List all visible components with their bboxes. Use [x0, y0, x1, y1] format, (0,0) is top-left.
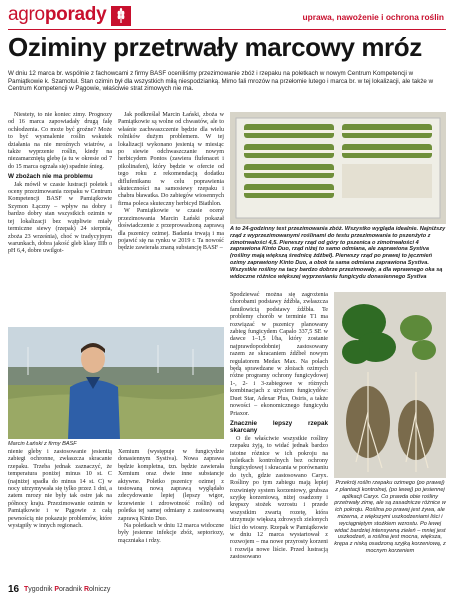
paragraph: nienie gleby i zastosowanie jesieniią zabiegi ochronne, zwłaszcza skracanie rzepaku. Trzeba jednak zaznaczyć, że temperatura poniżej minus 10 st. C (najniżej spadła do minus 14 st. C) w nocy utrzymywała się tylko przez 1 dni, a zatem mrozy nie były tak ostre jak na północy kraju. Przezimowanie ozimin w Pamiątkowie i w Pągowie z całą pewnością nie pokazuje problemów, które wystąpiły w innych regionach. [8, 449, 112, 530]
page-number: 16 [8, 584, 20, 595]
paragraph: Jak podkreślał Marcin Łański, zboża w Pamiątkowie są wolne od chwastów, ale to właśnie zachwaszczenie będzie dla wielu rolników dużym problemem. W tej lokalizacji wykonano jesienią w miesiąc po siewie odchwaszczanie nowym herbicydem Pontos (zawiera flufenacet i pikolinafen), który będzie w ofercie od tego roku z rekomendacją dodatku diflufenikanu w celu poprawienia skuteczności na samosiewy rzepaku i chabra bławatka. Do zabiegów wiosennych firma poleca skuteczny herbicyd Biathlon. [118, 112, 224, 207]
column-2 [118, 112, 224, 253]
tray-photo [230, 112, 446, 224]
column-1-bottom [8, 449, 112, 530]
person-photo [8, 327, 224, 439]
section-label: uprawa, nawożenie i ochrona roślin [302, 12, 444, 22]
brand-logo: agroporady [8, 4, 107, 25]
subheading: Znacznie lepszy rzepak skarcany [230, 419, 328, 435]
paragraph: W Pamiątkowie w czasie oceny przezimowania Marcin Łański pokazał doświadczenie z przeprowadzoną zaprawą dla pszenicy ozimej. Badania trwają i ma pojawić się na rynku w 2019 r. Ta nowość będzie zawierała znaną substancję BASF – [118, 208, 224, 252]
subheading: W zbożach nie ma problemu [8, 173, 93, 181]
paragraph: O ile właściwie wszystkie rośliny rzepaku żyją, to widać jednak bardzo istotne różnice w ich pokroju na poletkach kontrolnych bez ochrony fungicydowej i skracania w porównaniu do tych, gdzie zastosowano Caryx. Rośliny po tym zabiegu mają lepiej rozwinięty system korzeniowy, grubsza szyjkę korzeniową, niżej osadzony i krępszy stożek wzrostu i przede wszystkim zwartą rozetę, która utrzymuje większą zdrowych zielonych liści do wiosny. Rzepak w Pamiątkowie w dniu 12 marca wystartował z rozwojem – ma nowe przyrosty korzeni i rozwija nowe liście. Przed lustracją zastosowano [230, 435, 328, 561]
article-title: Oziminy przetrwały marcowy mróz [8, 32, 422, 62]
rapeseed-caption: Przekrój roślin rzepaku ozimego (po prawej) z plantacji kontrolnej, (po lewej) po jesiennej aplikacji Caryx. Co prawda obie rośliny przetrwały zimę, ale są zasadnicze różnice w ich pokroju. Roślina po prawej jest żywa, ale mizerna, z większymi uszkodzeniami liści i wyciągniętym stożkiem wzrostu. Po lewej widać bardziej intensywną zieleń – mniej jest uszkodzeń, a roślina jest mocna, większa, krępa z niską osadzoną szyjką korzeniową, z mocnym korzeniem [334, 480, 446, 554]
rapeseed-photo [334, 292, 446, 478]
wheat-icon [111, 6, 131, 26]
paragraph: Niestety, to nie koniec zimy. Prognozy od 16 marca zapowiadały drugą falę ochłodzenia. Co może być groźne? Może to być wysmalenie roślin wskutek działania na nie mroźnych wiatrów, a także wyprzenie roślin, kiedy na niezamarzniętą glebę (a tu w okresie od 7 do 15 marca ogrzała się) spadnie śnieg. [8, 112, 112, 170]
header-rule [8, 29, 446, 30]
article-lead: W dniu 12 marca br. wspólnie z fachowcami z firmy BASF oceniliśmy przezimowanie zbóż i rzepaku na poletkach w nowym Centrum Kompetencji w Pamiątkowie k. Szamotuł. Stan ozimin był dla wszystkich miłą niespodzianką. Mimo fali mrozów na przełomie lutego i marca br. w tej lokalizacji, ale także w Centrum Kompetencji w Pągowie, właściwie strat zimowych nie ma. [8, 70, 434, 93]
paragraph: Spodziewać można się zagrożenia chorobami podstawy źdźbła, zwłaszcza famiłowicią podstawy źdźbła. Te problemy chorób w terminie T1 ma rozwiązać w pszenicy planowany zabieg fungicydem Capalo 337,5 SE w dawce 1–1,5 l/ha, który zostanie najprawdopodobniej zastosowany razem ze skracaniem źdźbeł nowym regulatorem Medax Max. Na polach będą sprawdzane w złożach ozimych różne programy ochrony fungicydowej 1-, 2- i 3-zabiegowe w różnych kombinacjach z użyciem fungicydów: Duet Star, Adexar Plus, Osiris, a także nowości – ekonomicznego fungicydu Priaxor. [230, 292, 328, 417]
paragraph: Jak mówił w czasie lustracji poletek i oceny przezimowania rzepaku w Centrum Kompetencji BASF w Pamiątkowie Szymon Łączny – wpływ na dobry i bardzo dobry stan wszystkich ozimin w tej lokalizacji bez wątpliwie miały termiczne siewy (rzepak) 24 sierpnia, zboża 23 września), choć w tradycyjnym warunkach, dobra jakość gleb klasy IIIb o pH 6,4, dobre uwilgot- [8, 181, 112, 255]
column-3 [230, 292, 328, 562]
paragraph: Xemium (występuje w fungicydzie donasiennym Systiva). Nowa zaprawa będzie kompletna, tzn. będzie zawierała Xemium oraz dwie inne substancje aktywne. Poletko pszenicy ozimej z testowaną nową zaprawą wyglądało zdecydowanie lepiej (lepszy wigor, krzewienie i zdrowotność roślin) od poletka tej samej odmiany z zastosowaną zaprawą Kinto Duo. [118, 449, 224, 522]
column-1 [8, 112, 112, 256]
publication-name: Tygodnik Poradnik Rolniczy [24, 586, 111, 593]
tray-caption: A to 24-godzinny test przezimowania zbóż. Wszystko wygląda idealnie. Najniższy rząd z wyprzezimowanymi roślinami do testu przezimowania to pszenżyto z zimotrwałości 4,5. Pierwszy rząd od góry to pszenica o zimotrwałości 4 zaprawiona Kinto Duo, rząd niżej to samo odmiana, ale zaprawiona Systiva (rośliny mają większą średnicę źdźbeł). Pierwszy rząd po prawej to jęczmień ozimy zaprawiony Kinto Duo, a obok ta sama odmiana zaprawiona Systiva. Wszystkie rośliny na tacy bardzo dobrze przezimowały, a dla wprawnego oka są widoczne różnice większej wyprzenianiu fungicydu donasiennego Systiva [230, 226, 446, 280]
column-2-bottom [118, 449, 224, 545]
person-caption: Marcin Łański z firmy BASF [8, 441, 77, 447]
paragraph: Na poletkach w dniu 12 marca widoczne były jesienne infekcje zbóż, septoriozy, mączniaka i rdzy. [118, 523, 224, 544]
